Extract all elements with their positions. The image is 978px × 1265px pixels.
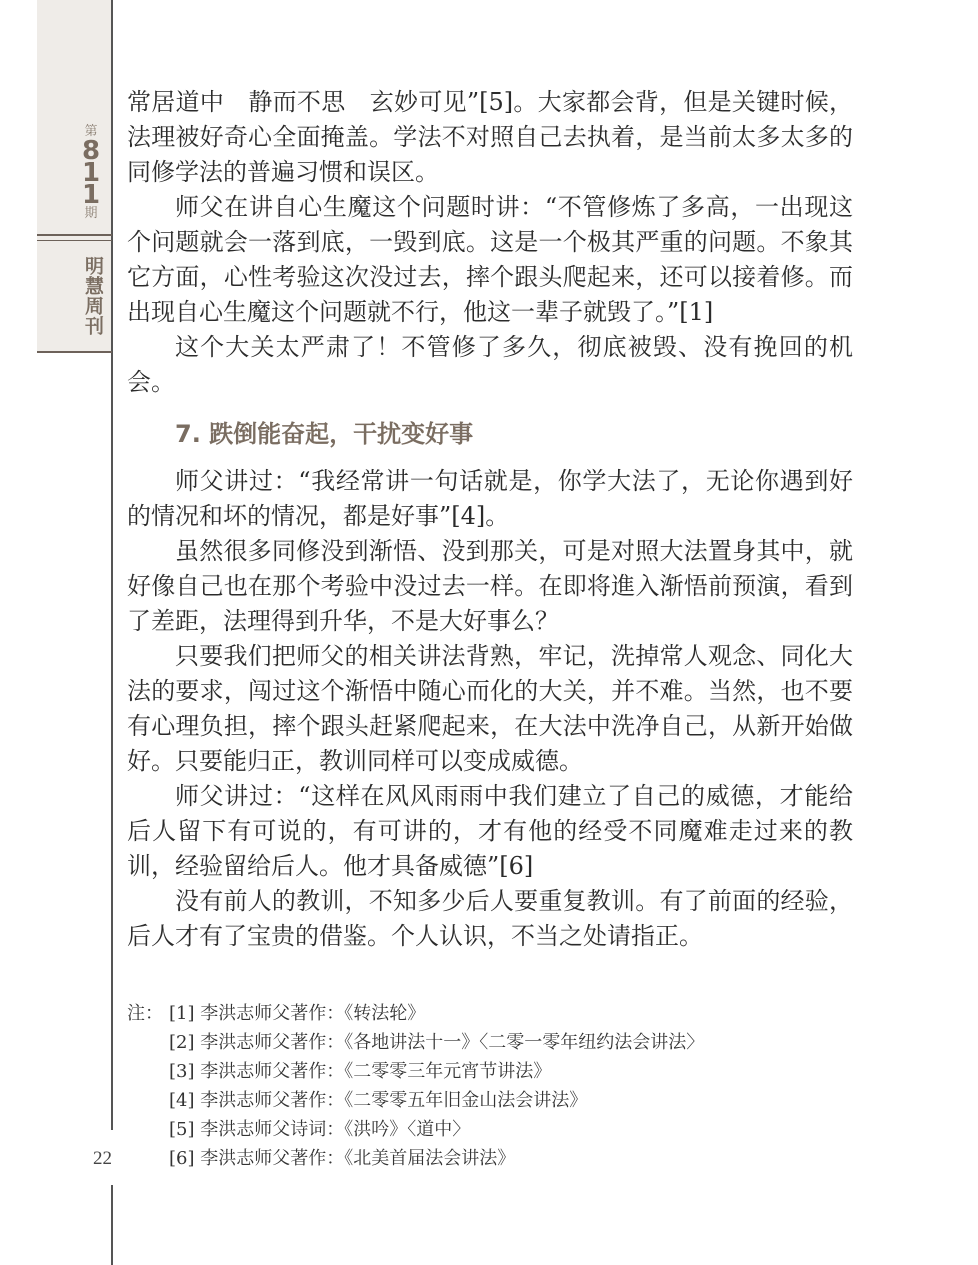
footnote-text: [2] 李洪志师父著作：《各地讲法十一》〈二零一零年纽约法会讲法〉 bbox=[169, 1032, 705, 1053]
paragraph: 师父讲过：“我经常讲一句话就是，你学大法了，无论你遇到好的情况和坏的情况，都是好事”[4]。 bbox=[127, 467, 853, 530]
footnote-label: 注： bbox=[127, 1003, 163, 1024]
margin-rule-lower bbox=[111, 1185, 113, 1265]
paragraph: 这个大关太严肃了！不管修了多久，彻底被毁、没有挽回的机会。 bbox=[127, 333, 853, 396]
issue-suffix: 期 bbox=[84, 206, 98, 221]
issue-prefix: 第 bbox=[84, 124, 98, 139]
footnote-text: [5] 李洪志师父诗词：《洪吟》〈道中〉 bbox=[169, 1119, 471, 1140]
paragraph: 虽然很多同修没到渐悟、没到那关，可是对照大法置身其中，就好像自己也在那个考验中没过去一样。在即将進入渐悟前预演，看到了差距，法理得到升华，不是大好事么？ bbox=[127, 537, 853, 635]
divider bbox=[37, 240, 112, 241]
footnote-text: [3] 李洪志师父著作：《二零零三年元宵节讲法》 bbox=[169, 1061, 552, 1082]
paragraph: 只要我们把师父的相关讲法背熟，牢记，洗掉常人观念、同化大法的要求，闯过这个渐悟中随心而化的大关，并不难。当然，也不要有心理负担，摔个跟头赶紧爬起来，在大法中洗净自己，从新开始做好。只要能归正，教训同样可以变成威德。 bbox=[127, 642, 853, 775]
footnote-text: [1] 李洪志师父著作：《转法轮》 bbox=[169, 1003, 426, 1024]
paragraph: 常居道中 静而不思 玄妙可见”[5]。大家都会背，但是关键时候，法理被好奇心全面掩盖。学法不对照自己去执着，是当前太多太多的同修学法的普遍习惯和误区。 bbox=[127, 88, 853, 186]
footnote-text: [4] 李洪志师父著作：《二零零五年旧金山法会讲法》 bbox=[169, 1090, 588, 1111]
footnotes bbox=[127, 999, 853, 1173]
issue-digit: 1 bbox=[81, 158, 101, 188]
footnote bbox=[127, 1057, 853, 1086]
footnote bbox=[127, 1086, 853, 1115]
footnote bbox=[127, 999, 853, 1028]
footnote bbox=[127, 1115, 853, 1144]
footnote bbox=[127, 1144, 853, 1173]
magazine-title: 明慧周刊 bbox=[82, 256, 104, 336]
page-number: 22 bbox=[93, 1148, 112, 1169]
issue-number bbox=[70, 124, 112, 222]
issue-digit: 1 bbox=[81, 180, 101, 210]
article-body bbox=[127, 85, 853, 954]
divider bbox=[37, 234, 112, 236]
footnote-text: [6] 李洪志师父著作：《北美首届法会讲法》 bbox=[169, 1148, 516, 1169]
paragraph: 师父讲过：“这样在风风雨雨中我们建立了自己的威德，才能给后人留下有可说的，有可讲的，才有他的经受不同魔难走过来的教训，经验留给后人。他才具备威德”[6] bbox=[127, 782, 853, 880]
footnote bbox=[127, 1028, 853, 1057]
issue-digit: 8 bbox=[81, 136, 101, 166]
section-heading: 7. 跌倒能奋起，干扰变好事 bbox=[175, 420, 474, 448]
divider bbox=[37, 351, 112, 353]
paragraph: 没有前人的教训，不知多少后人要重复教训。有了前面的经验，后人才有了宝贵的借鉴。个人认识，不当之处请指正。 bbox=[127, 887, 853, 950]
paragraph: 师父在讲自心生魔这个问题时讲：“不管修炼了多高，一出现这个问题就会一落到底，一毁到底。这是一个极其严重的问题。不象其它方面，心性考验这次没过去，摔个跟头爬起来，还可以接着修。而出现自心生魔这个问题就不行，他这一辈子就毁了。”[1] bbox=[127, 193, 853, 326]
